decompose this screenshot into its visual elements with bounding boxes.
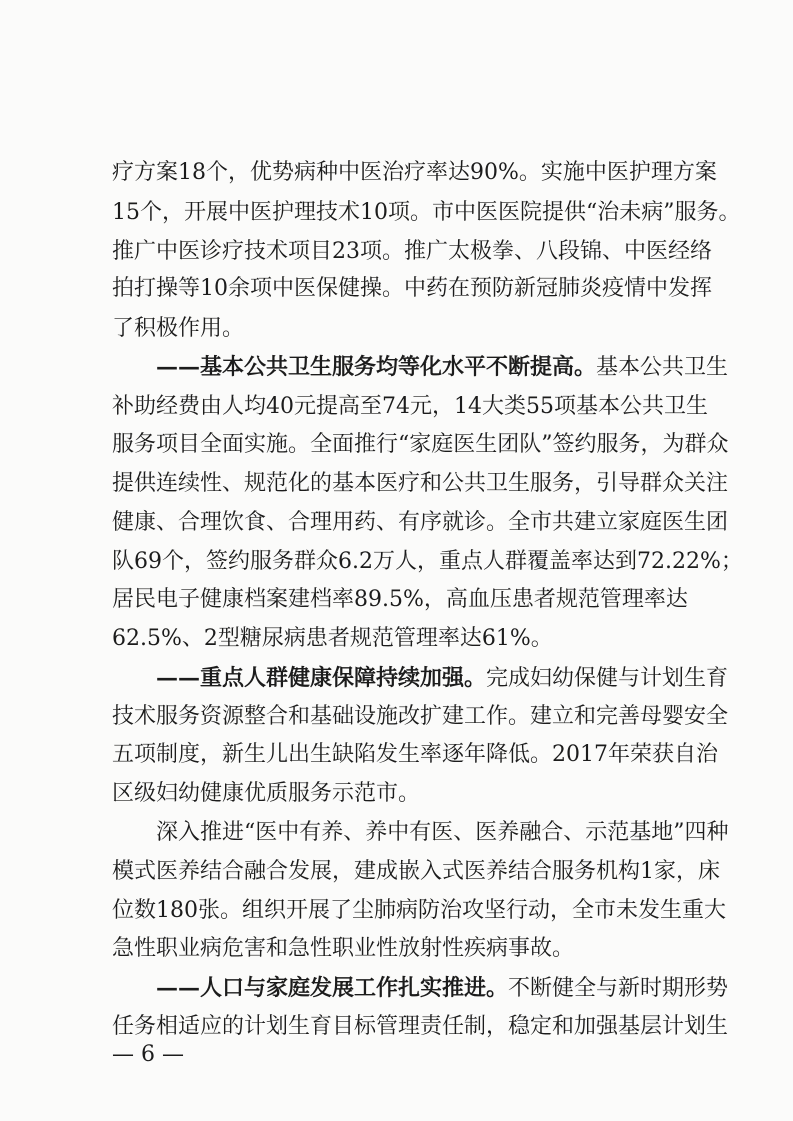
body-line: 技术服务资源整合和基础设施改扩建工作。建立和完善母婴安全 [112,704,729,729]
section-heading: ——基本公共卫生服务均等化水平不断提高。 [156,354,597,380]
body-line: 区级妇幼健康优质服务示范市。 [112,781,421,806]
body-line: 五项制度，新生儿出生缺陷发生率逐年降低。2017年荣获自治 [112,742,718,767]
body-line: 提供连续性、规范化的基本医疗和公共卫生服务，引导群众关注 [112,471,729,496]
body-text: 不断健全与新时期形势 [508,976,729,1001]
body-line: 15个，开展中医护理技术10项。市中医医院提供“治未病”服务。 [112,200,741,225]
body-line: 深入推进“医中有养、养中有医、医养融合、示范基地”四种 [156,820,729,845]
body-line: 居民电子健康档案建档率89.5%，高血压患者规范管理率达 [112,587,688,612]
body-line: 队69个，签约服务群众6.2万人，重点人群覆盖率达到72.22%； [112,549,743,574]
body-line: 健康、合理饮食、合理用药、有序就诊。全市共建立家庭医生团 [112,510,729,535]
section-heading: ——人口与家庭发展工作扎实推进。 [156,975,509,1001]
body-line: 推广中医诊疗技术项目23项。推广太极拳、八段锦、中医经络 [112,239,712,264]
body-line: 位数180张。组织开展了尘肺病防治攻坚行动，全市未发生重大 [112,898,726,923]
page-number: — 6 — [112,1042,184,1067]
body-text: 基本公共卫生 [596,355,729,380]
body-line: 模式医养结合融合发展，建成嵌入式医养结合服务机构1家，床 [112,859,720,884]
body-line: 疗方案18个，优势病种中医治疗率达90%。实施中医护理方案 [112,160,717,185]
paragraph-first-line [156,971,729,1005]
body-line: 62.5%、2型糖尿病患者规范管理率达61%。 [112,626,553,651]
section-heading: ——重点人群健康保障持续加强。 [156,665,487,691]
body-line: 服务项目全面实施。全面推行“家庭医生团队”签约服务，为群众 [112,432,729,457]
body-line: 急性职业病危害和急性职业性放射性疾病事故。 [112,936,575,961]
body-line: 拍打操等10余项中医保健操。中药在预防新冠肺炎疫情中发挥 [112,276,712,301]
paragraph-first-line [156,350,729,384]
body-line: 补助经费由人均40元提高至74元，14大类55项基本公共卫生 [112,394,708,419]
body-line: 任务相适应的计划生育目标管理责任制，稳定和加强基层计划生 [112,1014,729,1039]
paragraph-first-line [156,661,729,695]
body-text: 完成妇幼保健与计划生育 [486,666,729,691]
body-line: 了积极作用。 [112,316,245,341]
